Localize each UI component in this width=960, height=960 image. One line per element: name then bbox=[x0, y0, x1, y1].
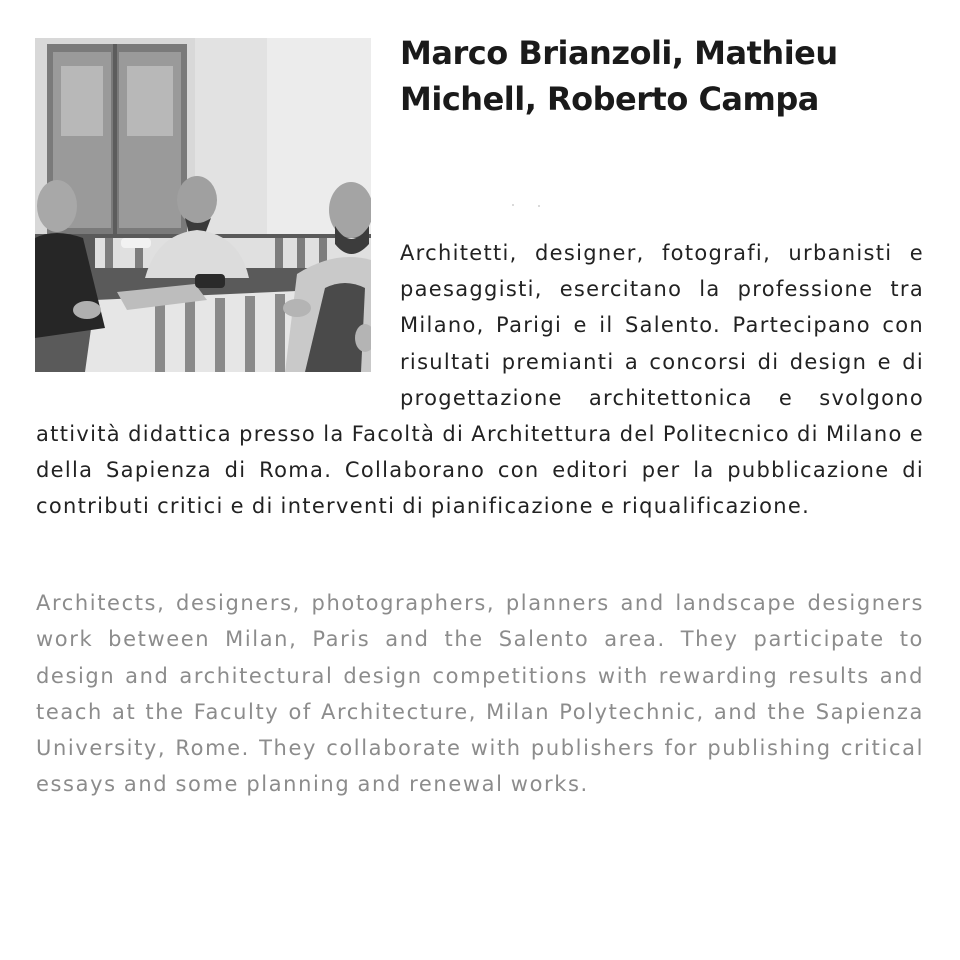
decorative-dot bbox=[538, 205, 540, 207]
english-paragraph: Architects, designers, photographers, planners and landscape designers work between Milan, Paris and the Salento area. They participate to design and architectural design competitions with rewarding results and teach at the Faculty of Architecture, Milan Polytechnic, and the Sapienza University, Rome. They collaborate with publishers for publishing critical essays and some planning and renewal works. bbox=[36, 591, 924, 797]
italian-text: Architetti, designer, fotografi, urbanisti e paesaggisti, esercitano la professione tra Milano, Parigi e il Salento. Partecipano con risultati premianti a concorsi di design e di progettazione architettonica e svolgono attività didattica presso la Facoltà di Architettura del Politecnico di Milano e della Sapienza di Roma. Collaborano con editori per la pubblicazione di contributi critici e di interventi di pianificazione e riqualificazione. bbox=[36, 241, 924, 519]
italian-paragraph bbox=[36, 235, 924, 525]
page-title: Marco Brianzoli, Mathieu Michell, Roberto Campa bbox=[400, 34, 838, 118]
photo-wrap-spacer bbox=[36, 235, 400, 381]
decorative-dot bbox=[512, 204, 514, 206]
